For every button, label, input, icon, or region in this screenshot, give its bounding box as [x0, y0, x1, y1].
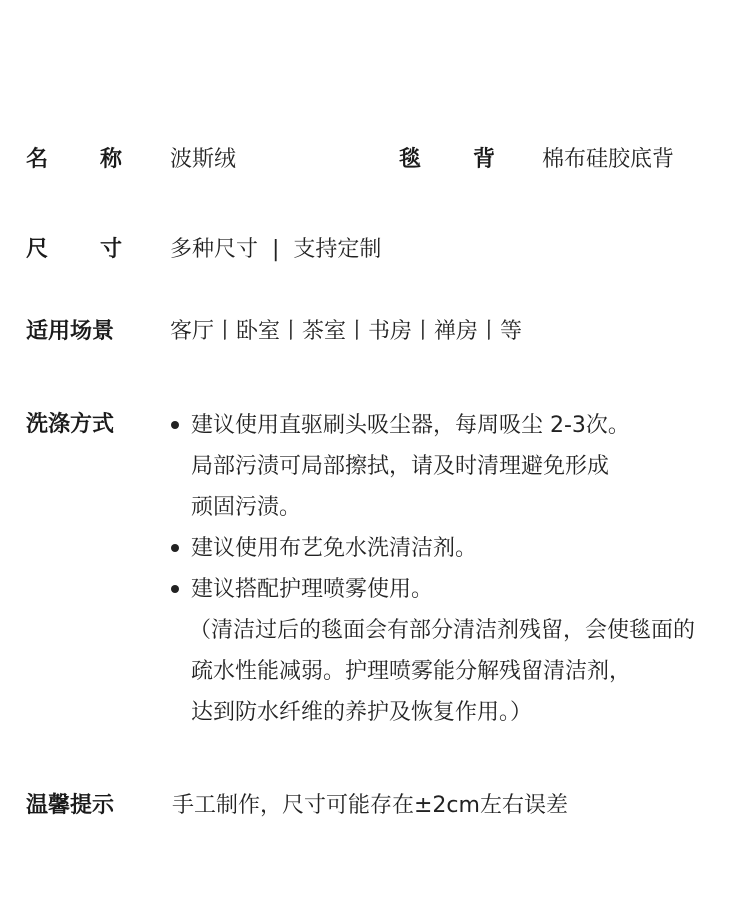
wash-item-3	[170, 569, 695, 610]
backing-label-char-2: 背	[472, 147, 495, 172]
wash-item-3-text: 建议搭配护理喷雾使用。	[191, 577, 434, 602]
tip-value: 手工制作，尺寸可能存在±2cm左右误差	[172, 793, 568, 818]
wash-item-1-continuation	[170, 446, 695, 528]
name-label-char-1: 名	[26, 147, 49, 172]
size-label-char-1: 尺	[26, 237, 49, 262]
scene-label: 适用场景	[26, 319, 115, 344]
tip-label: 温馨提示	[26, 793, 115, 818]
wash-item-3-line-4: 达到防水纤维的养护及恢复作用。）	[191, 700, 533, 725]
wash-list	[170, 405, 695, 733]
wash-item-1	[170, 405, 695, 446]
name-label	[26, 145, 122, 175]
bullet-dot-icon	[171, 421, 179, 429]
wash-label: 洗涤方式	[26, 412, 115, 437]
size-label-char-2: 寸	[99, 237, 122, 262]
backing-value: 棉布硅胶底背	[542, 147, 675, 172]
name-value: 波斯绒	[170, 147, 237, 172]
wash-item-1-line-3: 顽固污渍。	[191, 495, 302, 520]
size-value: 多种尺寸 | 支持定制	[170, 237, 382, 262]
wash-item-3-line-2: （清洁过后的毯面会有部分清洁剂残留，会使毯面的	[189, 618, 696, 643]
bullet-dot-icon	[171, 585, 179, 593]
size-label	[26, 235, 122, 265]
wash-item-2	[170, 528, 695, 569]
wash-item-1-text: 建议使用直驱刷头吸尘器，每周吸尘 2-3次。	[191, 413, 630, 438]
wash-item-3-line-3: 疏水性能减弱。护理喷雾能分解残留清洁剂，	[191, 659, 632, 684]
backing-label	[399, 145, 495, 175]
bullet-dot-icon	[171, 544, 179, 552]
name-label-char-2: 称	[99, 147, 122, 172]
wash-item-3-continuation	[170, 610, 695, 733]
backing-label-char-1: 毯	[399, 147, 422, 172]
scene-value: 客厅丨卧室丨茶室丨书房丨禅房丨等	[170, 319, 523, 344]
wash-item-2-text: 建议使用布艺免水洗清洁剂。	[191, 536, 478, 561]
wash-item-1-line-2: 局部污渍可局部擦拭，请及时清理避免形成	[191, 454, 610, 479]
